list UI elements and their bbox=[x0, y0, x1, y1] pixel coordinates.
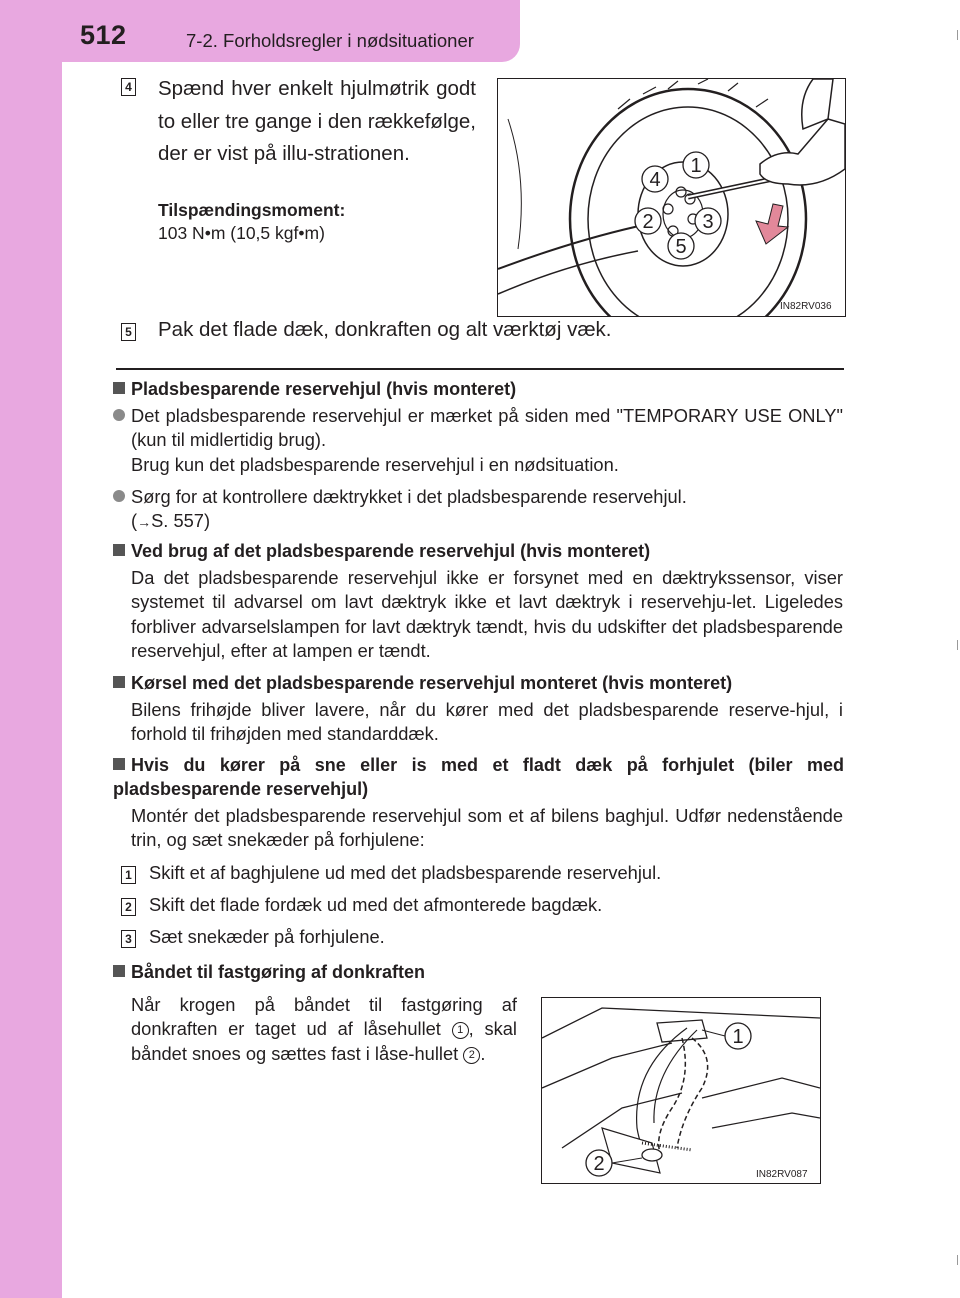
step-text: Skift et af baghjulene ud med det pladsbesparende reservehjul. bbox=[149, 862, 662, 883]
callout-label: 1 bbox=[732, 1026, 744, 1048]
arrow-icon: → bbox=[137, 514, 152, 530]
step-badge: 2 bbox=[121, 898, 136, 916]
chapter-title: 7-2. Forholdsregler i nødsituationer bbox=[186, 30, 474, 51]
section-body: Når krogen på båndet til fastgøring af donkraften er taget ud af låsehullet 1 , skal båndet snoes og sættes fast i låse-hullet 2 . bbox=[131, 994, 517, 1064]
chapter-sidebar bbox=[0, 0, 62, 1298]
section-body: Da det pladsbesparende reservehjul ikke er forsynet med en dæktrykssensor, viser systemet til advarsel om lavt dæktryk ikke et lavt dæktryk i reservehju-let. Ligeledes forbliver advarselslampen for lavt dæktryk tændt, hvis du udskifter det pladsbesparende reservehjul, efter at lampen er tændt. bbox=[131, 567, 843, 662]
callout-label: 2 bbox=[593, 1153, 605, 1175]
nut-label: 5 bbox=[675, 236, 687, 258]
section-heading: Hvis du kører på sne eller is med et fladt dæk på forhjulet (biler med pladsbesparende reservehjul) bbox=[113, 755, 844, 800]
torque-value: 103 N•m (10,5 kgf•m) bbox=[158, 223, 325, 243]
section-body: Bilens frihøjde bliver lavere, når du kører med det pladsbesparende reserve-hjul, i forhold til frihøjden med standarddæk. bbox=[131, 699, 843, 745]
section-heading: Båndet til fastgøring af donkraften bbox=[113, 960, 425, 984]
page-reference: (→S. 557) bbox=[131, 510, 211, 531]
crop-mark bbox=[957, 1255, 958, 1265]
step5-text: Pak det flade dæk, donkraften og alt værktøj væk. bbox=[158, 318, 612, 341]
section-heading: Pladsbesparende reservehjul (hvis monteret) bbox=[113, 377, 516, 401]
step4-text: Spænd hver enkelt hjulmøtrik godt to eller tre gange i den rækkefølge, der er vist på illu-strationen. bbox=[158, 77, 476, 165]
section-body: Montér det pladsbesparende reservehjul som et af bilens baghjul. Udfør nedenstående trin, og sæt snekæder på forhjulene: bbox=[131, 805, 843, 851]
step-badge: 3 bbox=[121, 930, 136, 948]
step-text: Skift det flade fordæk ud med det afmonterede bagdæk. bbox=[149, 894, 603, 915]
crop-mark bbox=[957, 30, 958, 40]
nut-label: 1 bbox=[690, 155, 702, 177]
figure-code: IN82RV087 bbox=[756, 1169, 808, 1180]
callout-ref: 1 bbox=[452, 1022, 469, 1039]
callout-ref: 2 bbox=[463, 1047, 480, 1064]
nut-label: 3 bbox=[702, 211, 714, 233]
step-text: Sæt snekæder på forhjulene. bbox=[149, 926, 385, 947]
bullet-icon bbox=[113, 490, 125, 502]
torque-label: Tilspændingsmoment: bbox=[158, 200, 346, 220]
jack-strap-figure bbox=[541, 997, 821, 1184]
section-heading: Kørsel med det pladsbesparende reservehjul monteret (hvis monteret) bbox=[113, 671, 732, 695]
section-heading: Ved brug af det pladsbesparende reservehjul (hvis monteret) bbox=[113, 539, 650, 563]
section-divider bbox=[116, 368, 844, 370]
figure-code: IN82RV036 bbox=[780, 301, 832, 312]
bullet-text: Brug kun det pladsbesparende reservehjul i en nødsituation. bbox=[131, 454, 619, 475]
wheel-illustration bbox=[498, 79, 845, 316]
nut-label: 4 bbox=[649, 169, 661, 191]
page-number: 512 bbox=[80, 20, 127, 50]
step-badge: 4 bbox=[121, 78, 136, 96]
bullet-icon bbox=[113, 409, 125, 421]
step-badge: 1 bbox=[121, 866, 136, 884]
wheel-nut-figure bbox=[497, 78, 846, 317]
bullet-text: Det pladsbesparende reservehjul er mærket på siden med "TEMPORARY USE ONLY" (kun til midlertidig brug). bbox=[131, 405, 843, 451]
nut-label: 2 bbox=[642, 211, 654, 233]
step-badge: 5 bbox=[121, 323, 136, 341]
bullet-text: Sørg for at kontrollere dæktrykket i det pladsbesparende reservehjul. bbox=[131, 486, 687, 507]
strap-illustration bbox=[542, 998, 820, 1183]
crop-mark bbox=[957, 640, 958, 650]
